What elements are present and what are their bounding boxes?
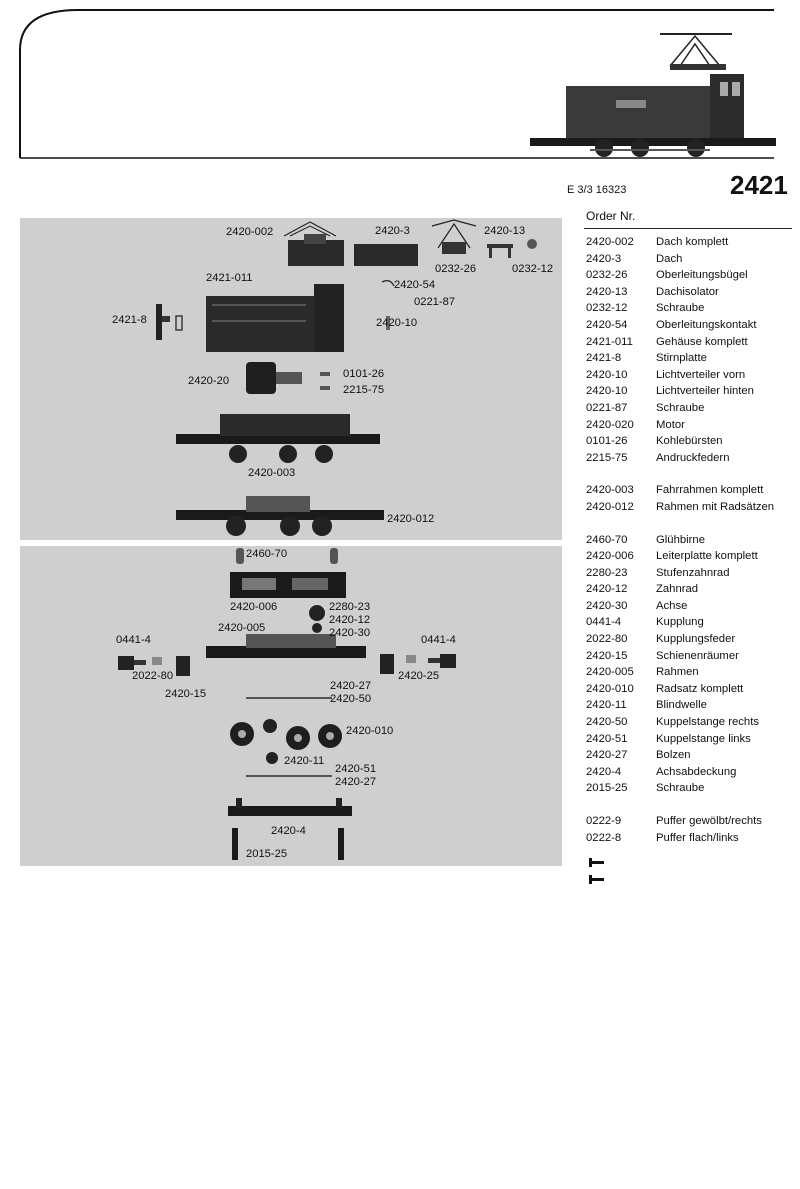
part-label: 2420-27 [330,680,372,692]
list-item [586,286,796,303]
roof-part [352,238,422,270]
part-number: 2420-11 [586,699,627,712]
part-number: 0222-9 [586,815,622,827]
part-label: 2420-003 [248,467,296,479]
part-number: 2420-15 [586,649,628,662]
list-item [586,782,796,799]
circuit-board-part [228,568,348,602]
axle-cover-part [226,794,354,826]
part-description: Kupplung [656,616,704,629]
list-item [586,666,796,683]
part-description: Motor [656,418,685,431]
part-label: 2420-13 [484,225,526,237]
exploded-diagram-body [20,218,562,540]
list-item [586,302,796,319]
coupling-rod-right-part [244,692,334,704]
part-description: Leiterplatte komplett [656,550,758,563]
part-label: 2420-4 [271,825,306,837]
part-label: 2420-10 [376,317,418,329]
list-item [586,236,796,253]
list-item [586,269,796,286]
part-description: Schraube [656,782,705,795]
part-label: 2460-70 [246,548,288,560]
part-label: 2022-80 [132,670,174,682]
part-description: Kuppelstange rechts [656,716,759,729]
locomotive-illustration [520,22,780,162]
list-spacer [586,799,796,815]
list-item [586,534,796,551]
part-number: 2420-005 [586,666,634,679]
screw-part [336,828,346,862]
part-description: Achsabdeckung [656,765,737,778]
part-label: 2420-006 [230,601,278,613]
part-label: 0441-4 [116,634,151,646]
list-spacer [586,468,796,484]
frame-part [206,634,366,668]
part-description: Radsatz komplett [656,682,744,695]
part-label: 2015-25 [246,848,288,860]
part-number: 2420-27 [586,749,628,762]
list-item [586,567,796,584]
list-item [586,369,796,386]
coupling-rod-left-part [244,770,334,782]
part-description: Puffer flach/links [656,831,739,844]
part-number: 2420-13 [586,285,628,298]
list-item [586,501,796,518]
part-label: 0441-4 [421,634,456,646]
pantograph-part [428,218,480,258]
part-label: 0101-26 [343,368,385,380]
drive-frame-complete-part [176,410,380,466]
part-number: 2420-51 [586,732,628,745]
part-description: Dach komplett [656,236,729,248]
screw-part [230,828,240,862]
list-item [586,484,796,501]
list-item [586,336,796,353]
part-number: 0441-4 [586,616,622,629]
part-description: Andruckfedern [656,451,730,464]
part-number: 2022-80 [586,633,628,646]
part-description: Schraube [656,401,705,414]
part-description: Zahnrad [656,583,699,596]
part-label: 0221-87 [414,296,456,308]
part-description: Bolzen [656,749,691,762]
list-item [586,766,796,783]
part-number: 2420-4 [586,765,622,778]
part-description: Kupplungsfeder [656,633,736,646]
part-number: 0232-12 [586,302,628,315]
roof-complete-part [270,220,350,270]
part-label: 0232-12 [512,263,554,275]
gear-part [306,604,328,634]
part-label: 2280-23 [329,601,371,613]
part-description: Gehäuse komplett [656,335,748,348]
part-label: 2420-010 [346,725,394,737]
part-number: 2420-002 [586,236,634,248]
part-number: 0222-8 [586,831,622,844]
parts-list [586,236,796,848]
part-description: Rahmen mit Radsätzen [656,500,775,513]
part-number: 2215-75 [586,451,628,464]
part-number: 2420-50 [586,716,628,729]
part-label: 2421-8 [112,314,147,326]
part-number: 2420-003 [586,484,634,497]
part-label: 2420-54 [394,279,436,291]
part-description: Schraube [656,302,705,315]
part-description: Glühbirne [656,533,705,546]
track-cleaner-part [376,652,398,676]
list-item [586,319,796,336]
model-number: 2421 [730,170,788,200]
part-number: 2015-25 [586,782,628,795]
part-label: 2420-27 [335,776,377,788]
list-spacer [586,518,796,534]
part-number: 2420-30 [586,599,628,612]
part-description: Schienenräumer [656,649,739,662]
exploded-diagram-chassis [20,546,562,866]
list-item [586,633,796,650]
housing-part [202,284,348,356]
part-label: 2215-75 [343,384,385,396]
part-description: Puffer gewölbt/rechts [656,815,762,827]
part-number: 2420-010 [586,682,634,695]
part-label: 0232-26 [435,263,477,275]
part-label: 2420-15 [165,688,207,700]
list-item [586,683,796,700]
part-number: 2420-012 [586,500,634,513]
list-item [586,733,796,750]
part-number: 2420-020 [586,418,634,431]
part-label: 2420-002 [226,226,274,238]
list-item [586,699,796,716]
part-number: 2420-10 [586,368,628,381]
bulb-part [326,546,342,566]
screw-part [524,236,540,252]
list-item [586,600,796,617]
list-item [586,385,796,402]
track-cleaner-part [172,654,194,678]
part-description: Fahrrahmen komplett [656,484,764,497]
part-label: 2421-011 [206,272,253,284]
part-number: 2460-70 [586,533,628,546]
frame-with-wheelsets-part [176,494,384,538]
coupling-spring-part [404,652,418,666]
part-number: 2421-8 [586,352,622,365]
coupling-part [424,650,458,672]
part-description: Oberleitungsbügel [656,269,748,282]
list-item [586,435,796,452]
wheelset-complete-part [226,716,346,758]
part-description: Stufenzahnrad [656,566,730,579]
part-label: 2420-51 [335,763,377,775]
list-item [586,616,796,633]
part-label: 2420-3 [375,225,410,237]
list-item [586,352,796,369]
part-description: Rahmen [656,666,699,679]
list-item [586,402,796,419]
part-description: Stirnplatte [656,352,707,365]
part-description: Blindwelle [656,699,707,712]
part-description: Lichtverteiler vorn [656,368,746,381]
part-label: 2420-12 [329,614,371,626]
motor-part [242,358,322,398]
end-plate-part [150,302,190,342]
part-label: 2420-005 [218,622,266,634]
part-description: Dachisolator [656,285,719,298]
part-label: 2420-25 [398,670,440,682]
part-label: 2420-11 [284,755,325,767]
list-item [586,583,796,600]
part-description: Kohlebürsten [656,435,723,448]
part-number: 2420-006 [586,550,634,563]
list-item [586,650,796,667]
part-number: 2280-23 [586,566,628,579]
order-number-header: Order Nr. [586,209,636,223]
list-item [586,550,796,567]
roof-insulator-part [486,240,514,260]
part-number: 0232-26 [586,269,628,282]
buffer-icon [587,854,607,888]
part-label: 2420-30 [329,627,371,639]
part-description: Kuppelstange links [656,732,751,745]
list-item [586,452,796,469]
list-item [586,419,796,436]
dummy-axle-part [264,750,280,766]
list-item [586,832,796,849]
list-item [586,749,796,766]
part-description: Achse [656,599,688,612]
part-label: 2420-012 [387,513,435,525]
part-number: 0101-26 [586,435,628,448]
list-item [586,815,796,832]
part-description: Lichtverteiler hinten [656,385,754,398]
part-number: 2420-10 [586,385,628,398]
carbon-brushes-part [318,366,342,396]
divider [584,228,792,229]
model-subtitle: E 3/3 16323 [567,184,627,196]
part-number: 0221-87 [586,401,628,414]
list-item [586,253,796,270]
part-description: Dach [656,252,683,265]
part-number: 2420-54 [586,318,628,331]
part-label: 2420-20 [188,375,230,387]
part-number: 2421-011 [586,335,633,348]
list-item [586,716,796,733]
part-label: 2420-50 [330,693,372,705]
coupling-spring-part [150,654,164,668]
part-description: Oberleitungskontakt [656,318,757,331]
part-number: 2420-3 [586,252,622,265]
part-number: 2420-12 [586,583,628,596]
